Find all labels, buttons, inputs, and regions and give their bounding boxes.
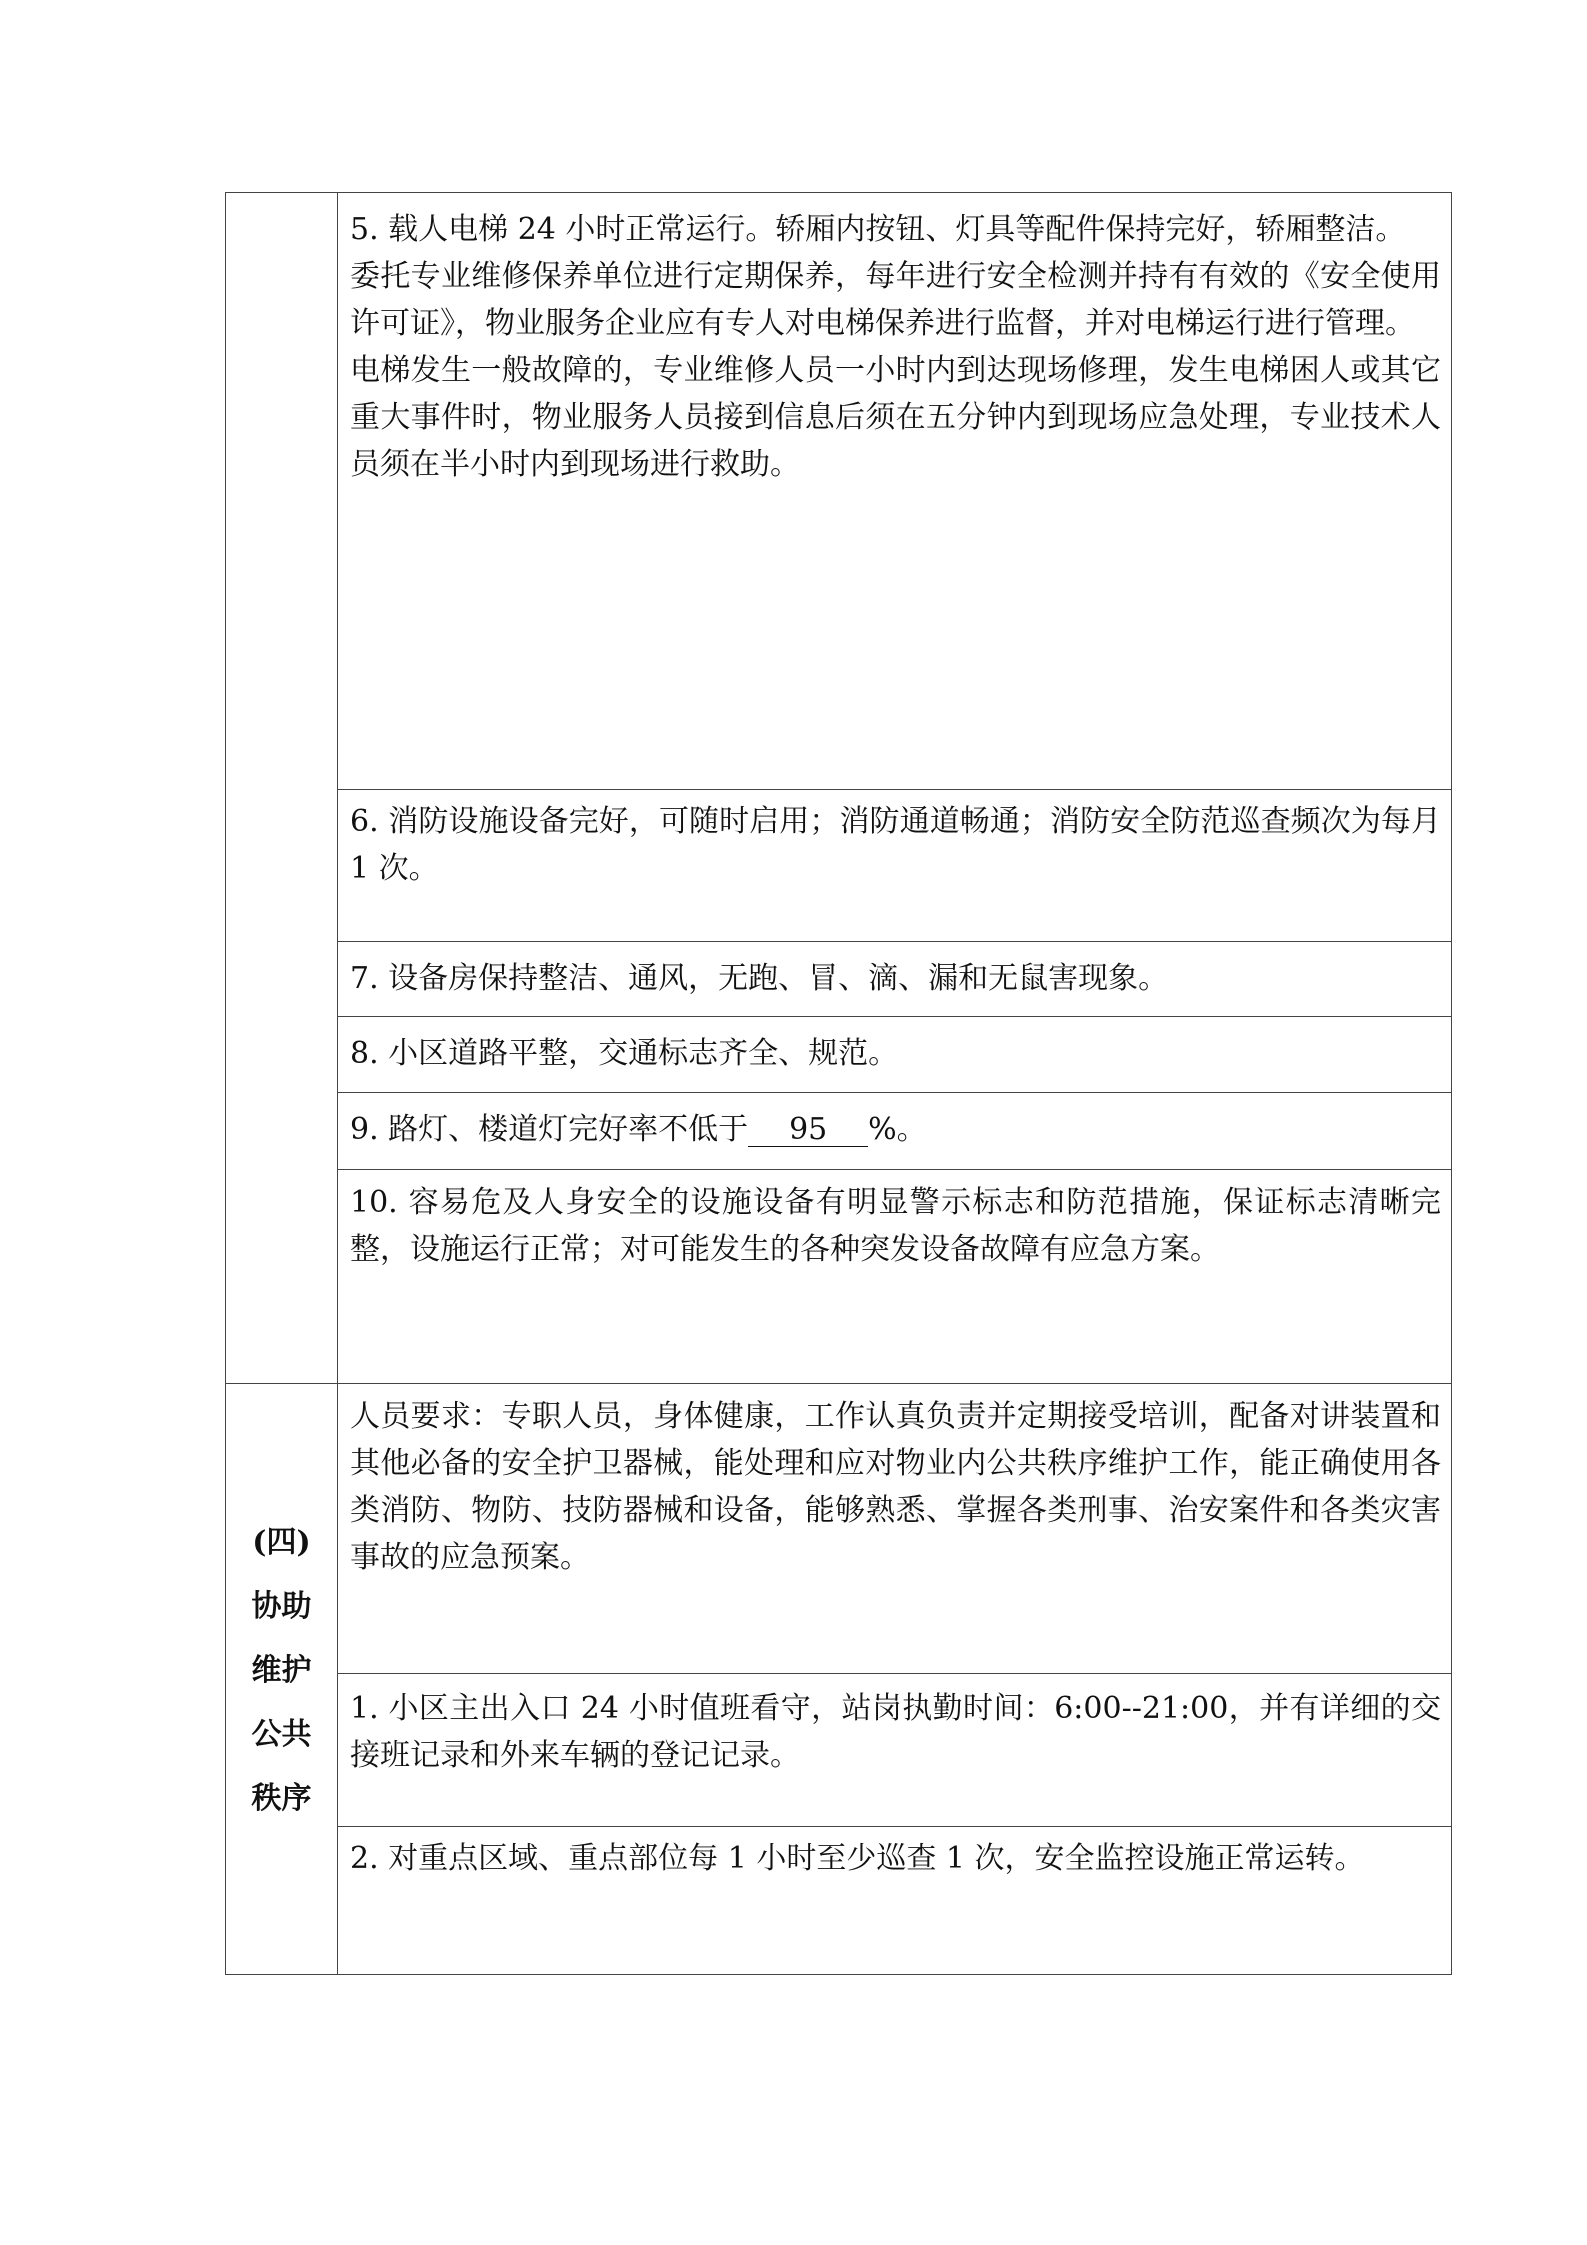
row-paragraph: 6. 消防设施设备完好，可随时启用；消防通道畅通；消防安全防范巡查频次为每月 1 次。 <box>350 804 1441 886</box>
row-divider <box>337 789 1451 790</box>
row-divider <box>337 1092 1451 1093</box>
section-title-line: 维护 <box>251 1653 312 1688</box>
section-four-label <box>226 1511 337 1831</box>
row-paragraph: 10. 容易危及人身安全的设施设备有明显警示标志和防范措施，保证标志清晰完整，设施运行正常；对可能发生的各种突发设备故障有应急方案。 <box>350 1185 1441 1267</box>
row-paragraph: 委托专业维修保养单位进行定期保养，每年进行安全检测并持有有效的《安全使用许可证》，物业服务企业应有专人对电梯保养进行监督，并对电梯运行进行管理。 <box>350 259 1441 341</box>
row-paragraph <box>350 1106 1441 1153</box>
row-paragraph: 2. 对重点区域、重点部位每 1 小时至少巡查 1 次，安全监控设施正常运转。 <box>350 1841 1365 1876</box>
table-row-patrol <box>350 1835 1441 1882</box>
row-divider <box>337 1016 1451 1017</box>
row-paragraph: 人员要求：专职人员，身体健康，工作认真负责并定期接受培训，配备对讲装置和其他必备的安全护卫器械，能处理和应对物业内公共秩序维护工作，能正确使用各类消防、物防、技防器械和设备，能够熟悉、掌握各类刑事、治安案件和各类灾害事故的应急预案。 <box>350 1399 1441 1575</box>
lighting-suffix: %。 <box>868 1112 927 1147</box>
table-row-equipment-room <box>350 955 1441 1002</box>
row-divider <box>337 1673 1451 1674</box>
table-row-fire-safety <box>350 798 1441 892</box>
section-title-line: 秩序 <box>251 1781 312 1816</box>
row-divider <box>337 1169 1451 1170</box>
table-row-roads <box>350 1030 1441 1077</box>
table-row-warning-signs <box>350 1179 1441 1273</box>
lighting-rate-value: 95 <box>748 1114 868 1147</box>
row-divider <box>337 1826 1451 1827</box>
row-paragraph: 1. 小区主出入口 24 小时值班看守，站岗执勤时间：6:00--21:00，并有详细的交接班记录和外来车辆的登记记录。 <box>350 1691 1441 1773</box>
section-divider <box>226 1383 1451 1384</box>
row-divider <box>337 941 1451 942</box>
section-title-line: 公共 <box>251 1717 312 1752</box>
section-number: (四) <box>252 1525 311 1560</box>
row-paragraph: 7. 设备房保持整洁、通风，无跑、冒、滴、漏和无鼠害现象。 <box>350 961 1169 996</box>
table-row-lighting <box>350 1106 1441 1153</box>
column-divider <box>337 193 338 1974</box>
row-paragraph: 8. 小区道路平整，交通标志齐全、规范。 <box>350 1036 899 1071</box>
table-row-personnel <box>350 1393 1441 1581</box>
lighting-prefix: 9. 路灯、楼道灯完好率不低于 <box>350 1112 749 1147</box>
row-paragraph: 5. 载人电梯 24 小时正常运行。轿厢内按钮、灯具等配件保持完好，轿厢整洁。 <box>350 212 1406 247</box>
row-paragraph: 电梯发生一般故障的，专业维修人员一小时内到达现场修理，发生电梯困人或其它重大事件时，物业服务人员接到信息后须在五分钟内到现场应急处理，专业技术人员须在半小时内到现场进行救助。 <box>350 353 1441 482</box>
table-row-elevator <box>350 206 1441 488</box>
standards-table <box>225 192 1452 1975</box>
table-row-main-entrance <box>350 1685 1441 1779</box>
section-title-line: 协助 <box>251 1589 312 1624</box>
